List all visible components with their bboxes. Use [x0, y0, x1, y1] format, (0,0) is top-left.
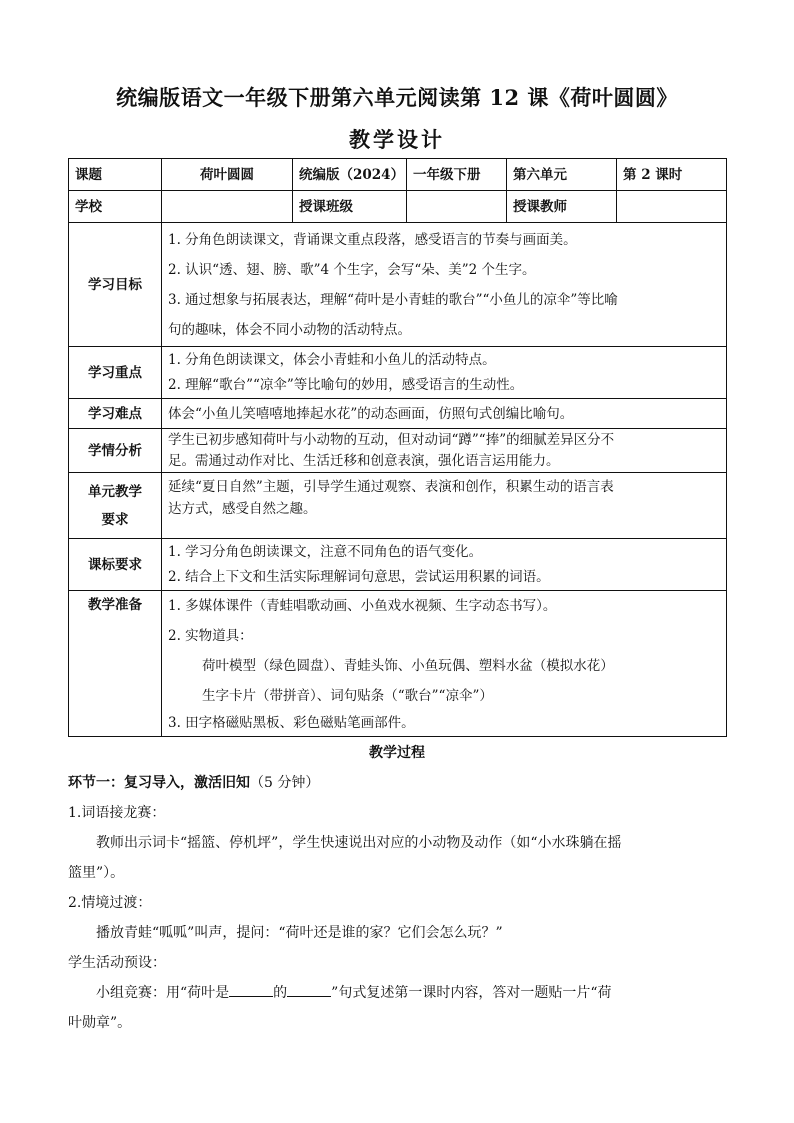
cell-topic-value: 荷叶圆圆 — [162, 159, 293, 191]
fill-blank — [287, 982, 331, 997]
paragraph-text — [0, 978, 794, 1008]
table-row — [69, 191, 727, 223]
table-row — [69, 399, 727, 429]
step-duration: （5 分钟） — [250, 775, 320, 791]
paragraph-text: 播放青蛙“呱呱”叫声，提问：“荷叶还是谁的家？它们会怎么玩？” — [96, 925, 503, 941]
standard-item: 1. 学习分角色朗读课文，注意不同角色的语气变化。 — [168, 543, 483, 560]
cell-unit: 第六单元 — [507, 159, 617, 191]
preparation-item: 2. 实物道具： — [168, 628, 253, 644]
process-heading: 教学过程 — [369, 745, 425, 761]
fill-blank — [229, 982, 273, 997]
unit-requirement-content — [162, 473, 727, 539]
table-row — [69, 429, 727, 473]
step-heading — [0, 768, 794, 798]
preparation-subitem: 生字卡片（带拼音）、词句贴条（“歌台”“凉伞”） — [202, 688, 493, 704]
teaching-process-section — [0, 738, 794, 1038]
preparation-subitem: 荷叶模型（绿色圆盘）、青蛙头饰、小鱼玩偶、塑料水盆（模拟水花） — [202, 658, 614, 674]
key-point-item: 2. 理解“歌台”“凉伞”等比喻句的妙用，感受语言的生动性。 — [168, 376, 524, 393]
cell-school-label: 学校 — [69, 191, 162, 223]
objective-item: 句的趣味，体会不同小动物的活动特点。 — [168, 321, 411, 338]
paragraph-text: 教师出示词卡“摇篮、停机坪”，学生快速说出对应的小动物及动作（如“小水珠躺在摇 — [96, 835, 622, 851]
unit-requirement-label — [69, 473, 162, 539]
difficulty-label: 学习难点 — [69, 399, 162, 429]
unit-requirement-line: 延续“夏日自然”主题，引导学生通过观察、表演和创作，积累生动的语言表 — [168, 479, 614, 495]
paragraph-heading: 2.情境过渡： — [68, 895, 152, 911]
sentence-part: ”句式复述第一课时内容，答对一题贴一片“荷 — [331, 985, 612, 1001]
table-row — [69, 223, 727, 347]
table-row — [69, 591, 727, 737]
document-subtitle: 教学设计 — [349, 127, 445, 152]
table-row — [69, 539, 727, 591]
table-row — [69, 159, 727, 191]
preparation-item: 1. 多媒体课件（青蛙唱歌动画、小鱼戏水视频、生字动态书写）。 — [168, 598, 557, 614]
preparation-item: 3. 田字格磁贴黑板、彩色磁贴笔画部件。 — [168, 715, 415, 731]
cell-edition: 统编版（2024） — [293, 159, 407, 191]
analysis-label: 学情分析 — [69, 429, 162, 473]
lesson-info-table — [68, 158, 727, 737]
cell-grade: 一年级下册 — [407, 159, 507, 191]
document-title: 统编版语文一年级下册第六单元阅读第 12 课《荷叶圆圆》 — [116, 85, 678, 110]
analysis-line: 足。需通过动作对比、生活迁移和创意表演，强化语言运用能力。 — [168, 452, 560, 469]
preparation-label: 教学准备 — [69, 591, 162, 737]
analysis-content — [162, 429, 727, 473]
cell-teacher-label: 授课教师 — [507, 191, 617, 223]
table-row — [69, 347, 727, 399]
key-point-item: 1. 分角色朗读课文，体会小青蛙和小鱼儿的活动特点。 — [168, 351, 496, 368]
paragraph-text: 叶勋章”。 — [68, 1015, 132, 1031]
cell-class-value — [407, 191, 507, 223]
cell-teacher-value — [617, 191, 727, 223]
objective-item: 1. 分角色朗读课文，背诵课文重点段落，感受语言的节奏与画面美。 — [168, 231, 577, 248]
cell-school-value — [162, 191, 293, 223]
key-points-content — [162, 347, 727, 399]
objective-item: 3. 通过想象与拓展表达，理解“荷叶是小青蛙的歌台”“小鱼儿的凉伞”等比喻 — [168, 291, 618, 308]
paragraph-heading: 学生活动预设： — [68, 955, 166, 971]
paragraph-text: 篮里”）。 — [68, 865, 125, 881]
table-row — [69, 473, 727, 539]
cell-topic-label: 课题 — [69, 159, 162, 191]
unit-requirement-line: 达方式，感受自然之趣。 — [168, 501, 317, 517]
preparation-content — [162, 591, 727, 737]
objectives-label: 学习目标 — [69, 223, 162, 347]
cell-class-label: 授课班级 — [293, 191, 407, 223]
paragraph-heading: 1.词语接龙赛： — [68, 805, 166, 821]
standard-requirement-content — [162, 539, 727, 591]
sentence-part: 小组竞赛：用“荷叶是 — [96, 985, 230, 1001]
unit-requirement-label-line: 要求 — [101, 511, 129, 528]
cell-period: 第 2 课时 — [617, 159, 727, 191]
key-points-label: 学习重点 — [69, 347, 162, 399]
standard-item: 2. 结合上下文和生活实际理解词句意思，尝试运用积累的词语。 — [168, 568, 550, 585]
step-heading-title: 环节一：复习导入，激活旧知 — [68, 775, 250, 791]
unit-requirement-label-line: 单元教学 — [88, 483, 142, 500]
objectives-content — [162, 223, 727, 347]
objective-item: 2. 认识“透、翅、膀、歌”4 个生字，会写“朵、美”2 个生字。 — [168, 261, 536, 278]
analysis-line: 学生已初步感知荷叶与小动物的互动，但对动词“蹲”“捧”的细腻差异区分不 — [168, 431, 615, 448]
standard-requirement-label: 课标要求 — [69, 539, 162, 591]
sentence-part: 的 — [273, 985, 288, 1001]
difficulty-content: 体会“小鱼儿笑嘻嘻地捧起水花”的动态画面，仿照句式创编比喻句。 — [162, 399, 727, 429]
